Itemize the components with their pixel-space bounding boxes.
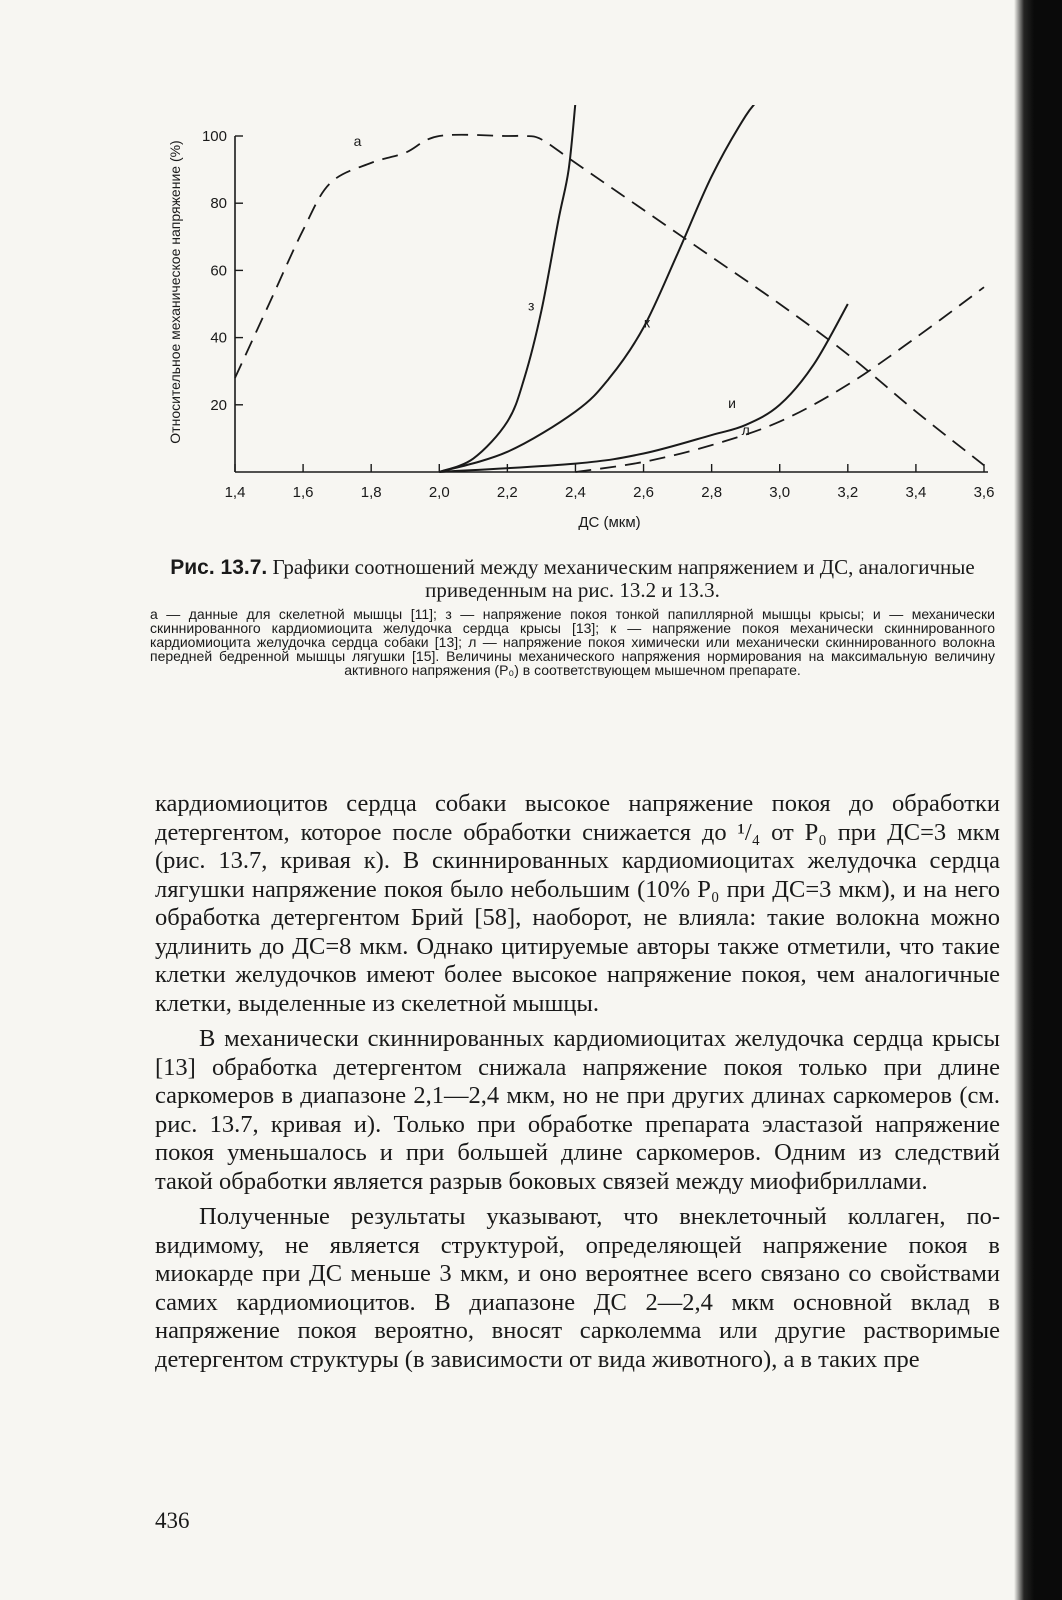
- caption-title-text: Графики соотношений между механическим напряжением и ДС, аналогичные приведенным на рис. 13.2 и 13.3.: [272, 555, 975, 602]
- x-tick-label: 1,6: [292, 484, 314, 501]
- body-text: [155, 790, 1000, 1381]
- paragraph-2: В механически скиннированных кардиомиоцитах желудочка сердца крысы [13] обработка детергентом снижала напряжение покоя только при длине саркомеров в диапазоне 2,1—2,4 мкм, но не при других длинах саркомеров (см. рис. 13.7, кривая и). Только при обработке препарата эластазой напряжение покоя уменьшалось и при большей длине саркомеров. Одним из следствий такой обработки является разрыв боковых связей между миофибриллами.: [155, 1025, 1000, 1195]
- paragraph-3: Полученные результаты указывают, что внеклеточный коллаген, по-видимому, не является структурой, определяющей напряжение покоя в миокарде при ДС меньше 3 мкм, и оно вероятнее всего связано со свойствами самих кардиомиоцитов. В диапазоне ДС 2—2,4 мкм основной вклад в напряжение покоя вероятно, вносят сарколемма или другие растворимые детергентом структуры (в зависимости от вида животного), а в таких пре: [155, 1203, 1000, 1373]
- y-tick-label: 60: [210, 262, 227, 280]
- y-tick-label: 40: [210, 329, 227, 347]
- series-label-к: к: [643, 314, 651, 331]
- caption-legend: а — данные для скелетной мышцы [11]; з — напряжение покоя тонкой папиллярной мышцы крысы; и — механически скиннированного кардиомиоцита желудочка сердца крысы [13]; к — напряжение покоя механически скиннированного кардиомиоцита желудочка сердца собаки [13]; л — напряжение покоя химически или механически скиннированного волокна передней бедренной мышцы лягушки [15]. Величины механического напряжения нормирования на максимальную величину активного напряжения (P₀) в соответствующем мышечном препарате.: [150, 606, 995, 678]
- y-tick-label: 80: [210, 195, 227, 213]
- figure-13-7: [150, 80, 1020, 540]
- x-tick-label: 2,8: [701, 484, 723, 501]
- y-tick-label: 20: [210, 396, 227, 414]
- x-tick-label: 2,4: [565, 484, 586, 501]
- x-tick-label: 2,0: [428, 484, 450, 501]
- series-label-а: а: [353, 133, 362, 150]
- series-line-а: [235, 135, 984, 466]
- page-number: 436: [155, 1508, 190, 1533]
- caption-title: [150, 556, 995, 601]
- series-line-к: [439, 96, 762, 472]
- x-tick-label: 2,6: [633, 484, 654, 501]
- paragraph-1: кардиомиоцитов сердца собаки высокое напряжение покоя до обработки детергентом, которое после обработки снижается до ¹/₄ от P₀ при ДС=3 мкм (рис. 13.7, кривая к). В скиннированных кардиомиоцитах желудочка сердца лягушки напряжение покоя было небольшим (10% P₀ при ДС=3 мкм), и на него обработка детергентом Брий [58], наоборот, не влияла: такие волокна можно удлинить до ДС=8 мкм. Однако цитируемые авторы также отметили, что такие клетки желудочков имеют более высокое напряжение покоя, чем аналогичные клетки, выделенные из скелетной мышцы.: [155, 790, 1000, 1017]
- series-line-л: [575, 287, 984, 472]
- x-tick-label: 1,4: [224, 484, 246, 501]
- caption-figure-number: Рис. 13.7.: [170, 556, 268, 579]
- x-axis-title: ДС (мкм): [578, 514, 641, 531]
- x-tick-label: 2,2: [496, 484, 518, 501]
- chart-svg: [150, 80, 1020, 540]
- series-line-з: [439, 102, 575, 472]
- x-tick-label: 3,2: [837, 484, 859, 501]
- series-label-з: з: [527, 297, 535, 314]
- x-tick-label: 1,8: [360, 484, 382, 501]
- page-edge-shadow: [1014, 0, 1062, 1600]
- x-tick-label: 3,4: [905, 484, 927, 501]
- y-axis-title: Относительное механическое напряжение (%): [167, 140, 183, 444]
- series-label-л: л: [741, 422, 750, 439]
- figure-caption: [150, 556, 995, 677]
- series-label-и: и: [728, 395, 736, 412]
- x-tick-label: 3,6: [973, 484, 995, 501]
- x-tick-label: 3,0: [769, 484, 791, 501]
- y-tick-label: 100: [201, 128, 227, 145]
